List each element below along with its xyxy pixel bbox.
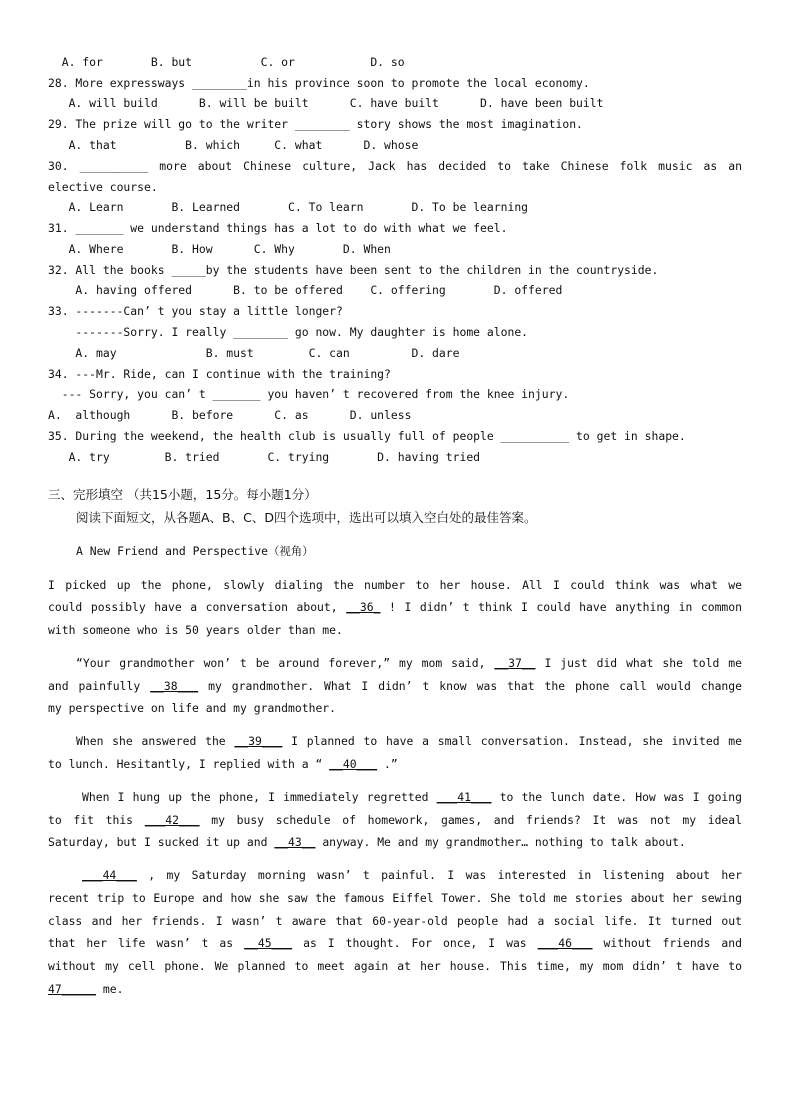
- passage-p4-line3: Saturday, but I sucked it up and __43__ anyway. Me and my grandmother… nothing to talk about.: [48, 835, 686, 849]
- q33-options: A. may B. must C. can D. dare: [48, 346, 460, 360]
- q33-reply: -------Sorry. I really ________ go now. My daughter is home alone.: [48, 325, 529, 339]
- passage-p5-line4: that her life wasn’ t as __45___ as I thought. For once, I was ___46___ without friends and: [48, 936, 743, 950]
- q35-options: A. try B. tried C. trying D. having tried: [48, 450, 481, 464]
- passage-p5-line5: without my cell phone. We planned to meet again at her house. This time, my mom didn’ t have to: [48, 959, 742, 973]
- q27-options: A. for B. but C. or D. so: [48, 55, 405, 69]
- blank-43: __43__: [274, 835, 316, 849]
- passage-p5-line1: ___44___ , my Saturday morning wasn’ t painful. I was interested in listening about her: [82, 868, 742, 882]
- passage-p2-line1: “Your grandmother won’ t be around forever,” my mom said, __37__ I just did what she told me: [76, 656, 742, 670]
- q34-reply: --- Sorry, you can’ t _______ you haven’ t recovered from the knee injury.: [48, 387, 570, 401]
- blank-36: __36_: [346, 600, 381, 614]
- blank-47: 47_____: [48, 982, 97, 996]
- passage-p3-line1: When she answered the __39___ I planned to have a small conversation. Instead, she invited me: [76, 734, 742, 748]
- q34-stem: 34. ---Mr. Ride, can I continue with the training?: [48, 367, 391, 381]
- q30-stem-cont: elective course.: [48, 180, 158, 194]
- passage-p5-line2: recent trip to Europe and how she saw the famous Eiffel Tower. She told me stories about her sewing: [48, 891, 742, 905]
- q28-options: A. will build B. will be built C. have built D. have been built: [48, 96, 604, 110]
- q29-options: A. that B. which C. what D. whose: [48, 138, 419, 152]
- passage-p4-line1: When I hung up the phone, I immediately regretted ___41___ to the lunch date. How was I going: [82, 790, 743, 804]
- blank-39: __39___: [234, 734, 283, 748]
- blank-42: ___42___: [144, 813, 200, 827]
- passage-p3-line2: to lunch. Hesitantly, I replied with a “ __40___ .”: [48, 757, 398, 771]
- q28-stem: 28. More expressways ________in his province soon to promote the local economy.: [48, 76, 590, 90]
- blank-45: __45___: [244, 936, 293, 950]
- q30-options: A. Learn B. Learned C. To learn D. To be learning: [48, 200, 529, 214]
- section-heading: 三、完形填空 （共15小题，15分。每小题1分）: [48, 487, 317, 502]
- q32-options: A. having offered B. to be offered C. offering D. offered: [48, 283, 563, 297]
- q34-options: A. although B. before C. as D. unless: [48, 408, 412, 422]
- passage-p4-line2: to fit this ___42___ my busy schedule of homework, games, and friends? It was not my ideal: [48, 813, 743, 827]
- blank-41: ___41___: [436, 790, 492, 804]
- q33-stem: 33. -------Can’ t you stay a little longer?: [48, 304, 343, 318]
- q31-stem: 31. _______ we understand things has a lot to do with what we feel.: [48, 221, 508, 235]
- blank-38: __38___: [150, 679, 199, 693]
- passage-p1-line3: with someone who is 50 years older than me.: [48, 623, 343, 637]
- passage-p2-line3: my perspective on life and my grandmother.: [48, 701, 337, 715]
- blank-40: __40___: [329, 757, 378, 771]
- q31-options: A. Where B. How C. Why D. When: [48, 242, 391, 256]
- passage-p5-line6: 47_____ me.: [48, 982, 124, 996]
- passage-p1-line1: I picked up the phone, slowly dialing the number to her house. All I could think was what we: [48, 578, 742, 592]
- blank-37: __37__: [494, 656, 536, 670]
- q35-stem: 35. During the weekend, the health club is usually full of people __________ to get in shape.: [48, 429, 686, 443]
- passage-title: A New Friend and Perspective（视角）: [76, 544, 314, 558]
- passage-p5-line3: class and her friends. I wasn’ t aware that 60-year-old people had a social life. It turned out: [48, 914, 742, 928]
- q29-stem: 29. The prize will go to the writer ________ story shows the most imagination.: [48, 117, 583, 131]
- blank-46: ___46___: [537, 936, 593, 950]
- q30-stem: 30. __________ more about Chinese culture, Jack has decided to take Chinese folk music as an: [48, 159, 742, 173]
- blank-44: ___44___: [82, 868, 137, 882]
- passage-p1-line2: could possibly have a conversation about, __36_ ! I didn’ t think I could have anything in common: [48, 600, 742, 614]
- passage-p2-line2: and painfully __38___ my grandmother. What I didn’ t know was that the phone call would change: [48, 679, 742, 693]
- section-instruction: 阅读下面短文，从各题A、B、C、D四个选项中，选出可以填入空白处的最佳答案。: [76, 510, 537, 525]
- q32-stem: 32. All the books _____by the students have been sent to the children in the countryside.: [48, 263, 659, 277]
